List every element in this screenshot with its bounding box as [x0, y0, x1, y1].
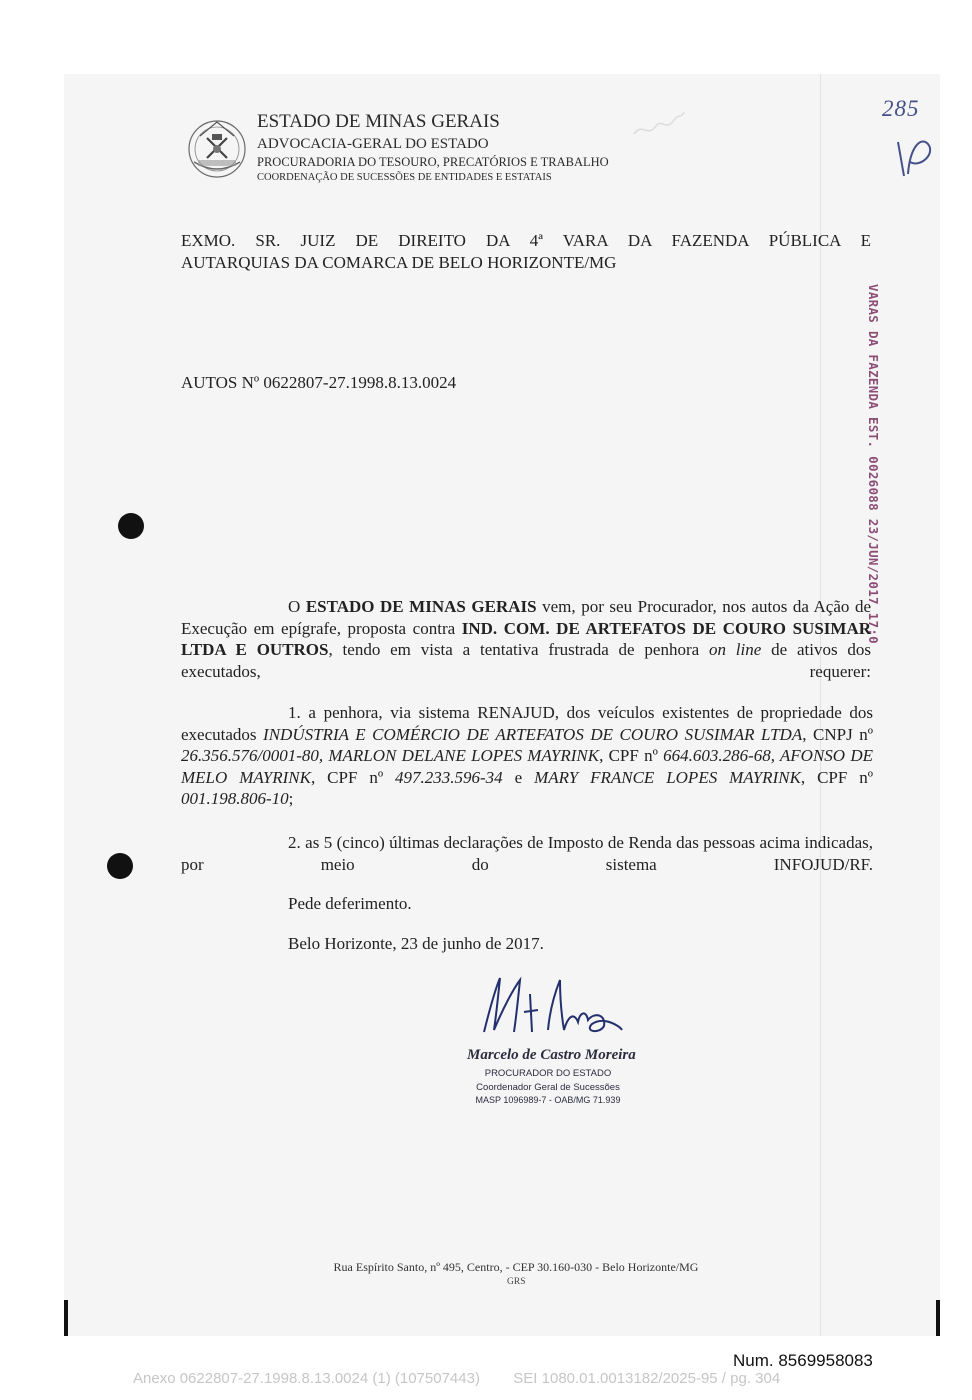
punch-hole — [118, 513, 144, 539]
request-item-2 — [181, 832, 873, 875]
handwritten-page-number: 285 — [882, 96, 920, 121]
place-and-date: Belo Horizonte, 23 de junho de 2017. — [288, 934, 544, 953]
closing-request: Pede deferimento. — [288, 894, 412, 913]
scan-edge-left — [64, 1300, 68, 1336]
item-text: , CPF nº — [599, 746, 664, 765]
paragraph-text: vem, por seu Procurador, nos autos da Ação de Execução em epígrafe, proposta contra — [181, 597, 871, 638]
paragraph-text: O — [288, 597, 306, 616]
defendant-name-bold: IND. COM. DE ARTEFATOS DE COURO SUSIMAR LTDA E OUTROS — [181, 618, 871, 659]
faint-handwriting-icon — [630, 104, 688, 144]
item-text: ; — [288, 789, 294, 808]
addressee-line-1: EXMO. SR. JUIZ DE DIREITO DA 4ª VARA DA FAZENDA PÚBLICA E — [181, 231, 871, 250]
signatory-name: Marcelo de Castro Moreira — [467, 1047, 636, 1063]
document-number: Num. 8569958083 — [733, 1351, 873, 1370]
header-state-title: ESTADO DE MINAS GERAIS — [257, 111, 500, 132]
footer-address: Rua Espírito Santo, nº 495, Centro, - CEP 30.160-030 - Belo Horizonte/MG — [333, 1260, 699, 1274]
item-text: 2. as 5 (cinco) últimas declarações de Imposto de Renda das pessoas acima indicadas, por meio do sistema INFOJUD/RF. — [181, 833, 873, 874]
case-number: AUTOS Nº 0622807-27.1998.8.13.0024 — [181, 373, 457, 392]
minas-gerais-seal-icon — [186, 116, 248, 182]
item-text: , CNPJ nº — [802, 724, 873, 744]
item-text: , CPF nº — [800, 767, 874, 787]
party-identifier: MARY FRANCE LOPES MAYRINK — [534, 767, 801, 787]
party-identifier: 664.603.286-68, AFONSO DE MELO MAYRINK — [181, 746, 873, 787]
annex-reference: Anexo 0622807-27.1998.8.13.0024 (1) (107507443) SEI 1080.01.0013182/2025-95 / pg. 304 — [133, 1370, 781, 1387]
handwritten-initials-icon — [890, 128, 940, 184]
footer-code: GRS — [507, 1277, 526, 1287]
state-name-bold: ESTADO DE MINAS GERAIS — [305, 597, 537, 616]
header-coordenacao: COORDENAÇÃO DE SUCESSÕES DE ENTIDADES E ESTATAIS — [257, 172, 552, 183]
header-procuradoria: PROCURADORIA DO TESOURO, PRECATÓRIOS E TRABALHO — [257, 155, 609, 169]
party-identifier: 26.356.576/0001-80, MARLON DELANE LOPES MAYRINK — [181, 746, 600, 765]
request-item-1 — [181, 702, 873, 810]
scan-edge-right — [936, 1300, 940, 1336]
addressee-line-2: AUTARQUIAS DA COMARCA DE BELO HORIZONTE/MG — [181, 252, 617, 272]
party-identifier: 001.198.806-10 — [181, 789, 289, 808]
item-text: 1. a penhora, via sistema RENAJUD, dos veículos existentes de propriedade dos executados — [181, 703, 873, 744]
handwritten-signature-icon — [474, 972, 634, 1044]
paragraph-text: de ativos dos executados, requerer: — [181, 640, 871, 681]
item-text: , CPF nº — [310, 767, 396, 787]
signatory-title: PROCURADOR DO ESTADO — [484, 1068, 612, 1079]
header-agency: ADVOCACIA-GERAL DO ESTADO — [257, 136, 489, 152]
signatory-position: Coordenador Geral de Sucessões — [476, 1082, 620, 1093]
italic-term: on line — [708, 640, 762, 659]
company-name: INDÚSTRIA E COMÉRCIO DE ARTEFATOS DE COURO SUSIMAR LTDA — [263, 724, 803, 744]
party-identifier: 497.233.596-34 — [395, 767, 503, 787]
paragraph-text: , tendo em vista a tentativa frustrada de penhora — [328, 640, 709, 659]
signatory-registration: MASP 1096989-7 - OAB/MG 71.939 — [475, 1095, 621, 1105]
item-text: e — [502, 767, 535, 787]
paragraph-intro — [181, 596, 871, 682]
protocol-stamp: VARAS DA FAZENDA EST. 0026088 23/JUN/2017 17:0 — [866, 284, 881, 644]
addressee — [181, 230, 871, 273]
punch-hole — [107, 853, 133, 879]
